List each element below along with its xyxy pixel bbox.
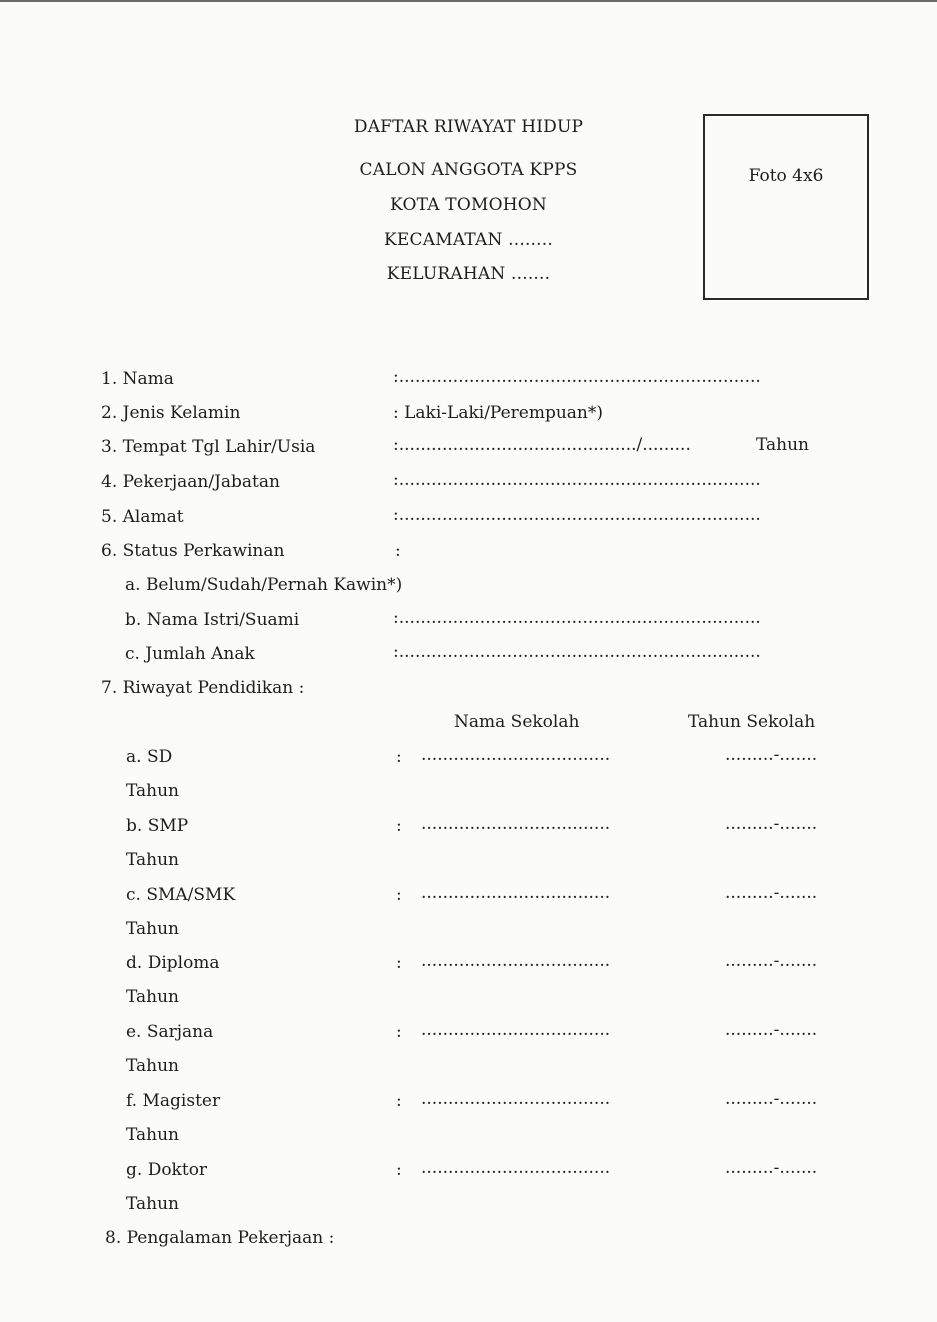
education-row-colon: : <box>396 953 402 973</box>
education-row-unit: Tahun <box>126 850 180 870</box>
education-row-colon: : <box>396 816 402 836</box>
education-row-unit: Tahun <box>126 919 180 939</box>
photo-box <box>703 114 869 300</box>
education-heading: 7. Riwayat Pendidikan : <box>101 678 305 698</box>
field-ttl-label: 3. Tempat Tgl Lahir/Usia <box>101 437 316 457</box>
education-row-label: g. Doktor <box>126 1160 208 1180</box>
field-status-b-label: b. Nama Istri/Suami <box>125 610 300 630</box>
field-jenis-kelamin-value[interactable]: : Laki-Laki/Perempuan*) <box>393 403 604 423</box>
education-row-label: e. Sarjana <box>126 1022 214 1042</box>
education-year-input[interactable]: .........-....... <box>725 1158 818 1178</box>
document-subtitle: CALON ANGGOTA KPPS <box>359 160 578 180</box>
education-row-colon: : <box>396 1091 402 1111</box>
education-year-input[interactable]: .........-....... <box>725 883 818 903</box>
field-nama-value[interactable]: :................................................................... <box>393 367 761 387</box>
field-ttl-value[interactable]: :............................................/......... <box>393 435 691 455</box>
education-school-input[interactable]: ................................... <box>421 951 611 971</box>
field-pekerjaan-value[interactable]: :................................................................... <box>393 470 761 490</box>
district-line: KECAMATAN ........ <box>384 230 553 250</box>
field-status-label: 6. Status Perkawinan <box>101 541 285 561</box>
field-nama-label: 1. Nama <box>101 369 174 389</box>
education-row-label: b. SMP <box>126 816 189 836</box>
education-row-unit: Tahun <box>126 1194 180 1214</box>
field-alamat-value[interactable]: :................................................................... <box>393 505 761 525</box>
photo-box-label: Foto 4x6 <box>748 166 824 186</box>
field-status-c-label: c. Jumlah Anak <box>125 644 255 664</box>
field-jenis-kelamin-label: 2. Jenis Kelamin <box>101 403 241 423</box>
education-year-input[interactable]: .........-....... <box>725 814 818 834</box>
education-col-school: Nama Sekolah <box>454 712 580 732</box>
education-row-unit: Tahun <box>126 1125 180 1145</box>
education-school-input[interactable]: ................................... <box>421 1158 611 1178</box>
education-school-input[interactable]: ................................... <box>421 1020 611 1040</box>
education-school-input[interactable]: ................................... <box>421 883 611 903</box>
work-heading: 8. Pengalaman Pekerjaan : <box>105 1228 335 1248</box>
city-line: KOTA TOMOHON <box>390 195 547 215</box>
field-status-a-label[interactable]: a. Belum/Sudah/Pernah Kawin*) <box>125 575 403 595</box>
field-pekerjaan-label: 4. Pekerjaan/Jabatan <box>101 472 280 492</box>
education-col-year: Tahun Sekolah <box>688 712 816 732</box>
education-year-input[interactable]: .........-....... <box>725 1020 818 1040</box>
education-school-input[interactable]: ................................... <box>421 814 611 834</box>
village-line: KELURAHAN ....... <box>386 264 551 284</box>
education-row-label: c. SMA/SMK <box>126 885 236 905</box>
education-row-label: d. Diploma <box>126 953 220 973</box>
education-row-label: f. Magister <box>126 1091 221 1111</box>
education-row-label: a. SD <box>126 747 173 767</box>
field-status-c-value[interactable]: :................................................................... <box>393 642 761 662</box>
field-status-b-value[interactable]: :................................................................... <box>393 608 761 628</box>
education-row-unit: Tahun <box>126 781 180 801</box>
field-alamat-label: 5. Alamat <box>101 507 184 527</box>
document-title: DAFTAR RIWAYAT HIDUP <box>353 117 584 137</box>
education-school-input[interactable]: ................................... <box>421 745 611 765</box>
education-row-colon: : <box>396 885 402 905</box>
education-year-input[interactable]: .........-....... <box>725 1089 818 1109</box>
education-row-colon: : <box>396 747 402 767</box>
education-school-input[interactable]: ................................... <box>421 1089 611 1109</box>
education-row-unit: Tahun <box>126 987 180 1007</box>
education-row-unit: Tahun <box>126 1056 180 1076</box>
education-year-input[interactable]: .........-....... <box>725 745 818 765</box>
education-row-colon: : <box>396 1022 402 1042</box>
field-status-colon: : <box>395 541 401 561</box>
scan-top-edge <box>0 0 937 2</box>
education-row-colon: : <box>396 1160 402 1180</box>
field-ttl-suffix: Tahun <box>756 435 810 455</box>
education-year-input[interactable]: .........-....... <box>725 951 818 971</box>
